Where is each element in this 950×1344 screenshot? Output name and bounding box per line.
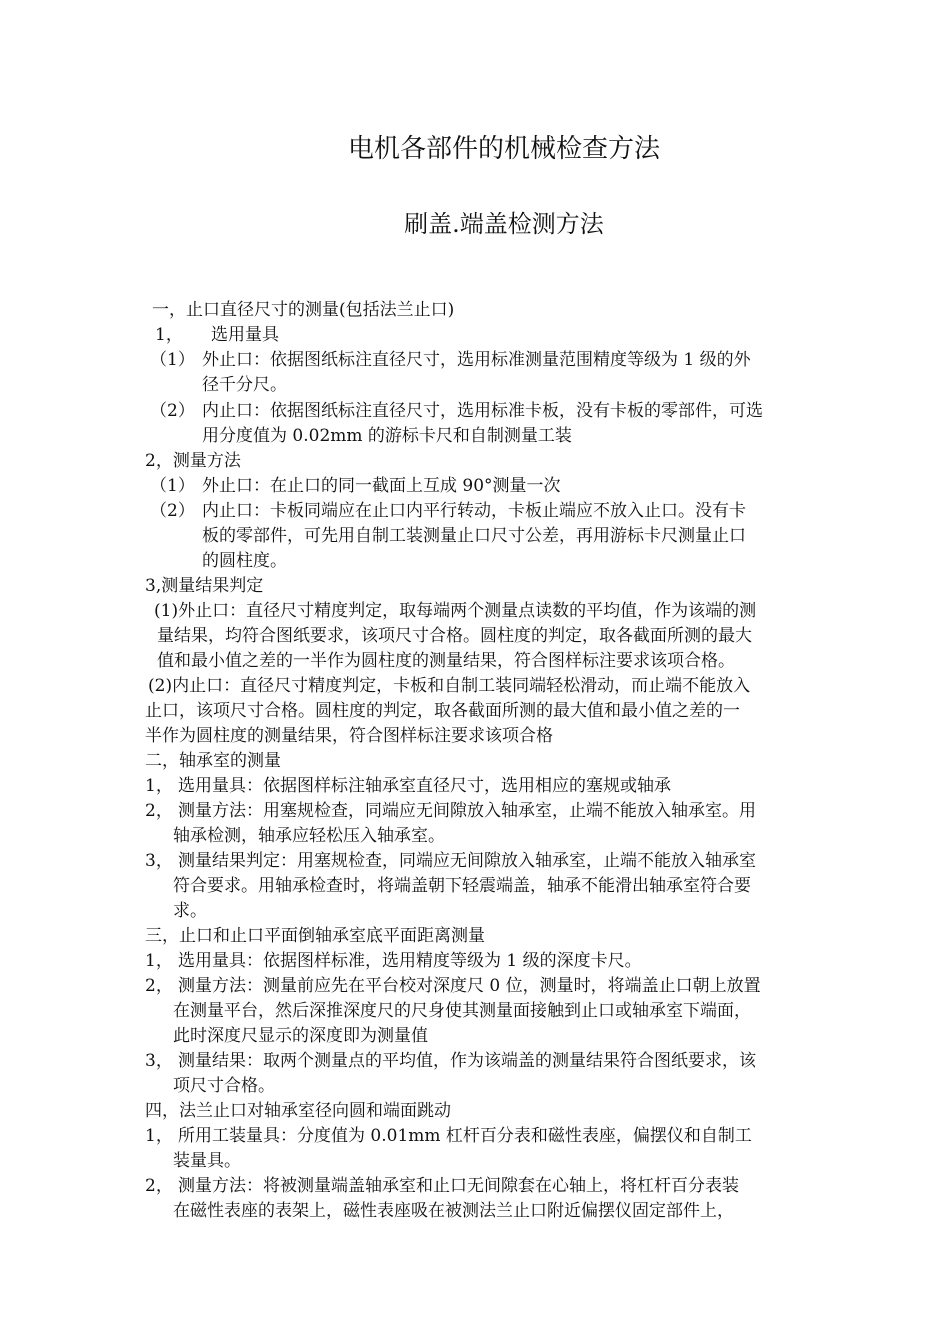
list-item-continuation: 求。 <box>173 901 207 921</box>
section-heading: 二，轴承室的测量 <box>145 751 281 771</box>
list-item: 1， 选用量具：依据图样标注轴承室直径尺寸，选用相应的塞规或轴承 <box>145 776 671 796</box>
list-item: 2， 测量方法：测量前应先在平台校对深度尺 0 位，测量时，将端盖止口朝上放置 <box>145 976 761 996</box>
list-item-continuation: 项尺寸合格。 <box>173 1076 275 1096</box>
list-item: 1， 所用工装量具：分度值为 0.01mm 杠杆百分表和磁性表座，偏摆仪和自制工 <box>145 1126 752 1146</box>
list-item: 1， 选用量具：依据图样标准，选用精度等级为 1 级的深度卡尺。 <box>145 951 642 971</box>
list-item-continuation: 在测量平台，然后深推深度尺的尺身使其测量面接触到止口或轴承室下端面， <box>173 1001 751 1021</box>
list-item-continuation: 板的零部件，可先用自制工装测量止口尺寸公差，再用游标卡尺测量止口 <box>202 526 746 546</box>
list-item-continuation: 用分度值为 0.02mm 的游标卡尺和自制测量工装 <box>202 426 572 446</box>
list-item-continuation: 径千分尺。 <box>202 375 287 395</box>
list-item: 3， 测量结果判定：用塞规检查，同端应无间隙放入轴承室，止端不能放入轴承室 <box>145 851 756 871</box>
paragraph-line: (1)外止口：直径尺寸精度判定，取每端两个测量点读数的平均值，作为该端的测 <box>154 601 757 621</box>
list-item: 3， 测量结果：取两个测量点的平均值，作为该端盖的测量结果符合图纸要求，该 <box>145 1051 756 1071</box>
document-title: 电机各部件的机械检查方法 <box>347 134 660 164</box>
list-item-continuation: 在磁性表座的表架上，磁性表座吸在被测法兰止口附近偏摆仪固定部件上， <box>173 1201 734 1221</box>
paragraph-line: (2)内止口：直径尺寸精度判定，卡板和自制工装同端轻松滑动，而止端不能放入 <box>148 676 751 696</box>
list-item: （2） 内止口：卡板同端应在止口内平行转动，卡板止端应不放入止口。没有卡 <box>150 501 746 521</box>
section-heading: 2，测量方法 <box>145 451 241 471</box>
list-item-continuation: 符合要求。用轴承检查时，将端盖朝下轻震端盖，轴承不能滑出轴承室符合要 <box>173 876 751 896</box>
list-item: 2， 测量方法：将被测量端盖轴承室和止口无间隙套在心轴上，将杠杆百分表装 <box>145 1176 739 1196</box>
section-heading: 四，法兰止口对轴承室径向圆和端面跳动 <box>145 1101 451 1121</box>
list-item: （2） 内止口：依据图纸标注直径尺寸，选用标准卡板，没有卡板的零部件，可选 <box>150 401 763 421</box>
paragraph-line: 量结果，均符合图纸要求，该项尺寸合格。圆柱度的判定，取各截面所测的最大 <box>157 626 752 646</box>
list-item: 2， 测量方法：用塞规检查，同端应无间隙放入轴承室，止端不能放入轴承室。用 <box>145 801 756 821</box>
section-heading: 3,测量结果判定 <box>145 576 264 596</box>
paragraph-line: 止口，该项尺寸合格。圆柱度的判定，取各截面所测的最大值和最小值之差的一 <box>145 701 740 721</box>
paragraph-line: 值和最小值之差的一半作为圆柱度的测量结果，符合图样标注要求该项合格。 <box>157 651 735 671</box>
list-item: （1） 外止口：依据图纸标注直径尺寸，选用标准测量范围精度等级为 1 级的外 <box>150 350 751 370</box>
document-subtitle: 刷盖.端盖检测方法 <box>404 210 604 238</box>
list-item-continuation: 装量具。 <box>173 1151 241 1171</box>
list-item-continuation: 的圆柱度。 <box>202 551 287 571</box>
list-item: 1， 选用量具 <box>155 325 279 345</box>
list-item-continuation: 此时深度尺显示的深度即为测量值 <box>173 1026 428 1046</box>
section-heading: 三，止口和止口平面倒轴承室底平面距离测量 <box>145 926 485 946</box>
list-item-continuation: 轴承检测，轴承应轻松压入轴承室。 <box>173 826 445 846</box>
section-heading: 一，止口直径尺寸的测量(包括法兰止口) <box>152 300 455 320</box>
paragraph-line: 半作为圆柱度的测量结果，符合图样标注要求该项合格 <box>145 726 553 746</box>
list-item: （1） 外止口：在止口的同一截面上互成 90°测量一次 <box>150 476 561 496</box>
